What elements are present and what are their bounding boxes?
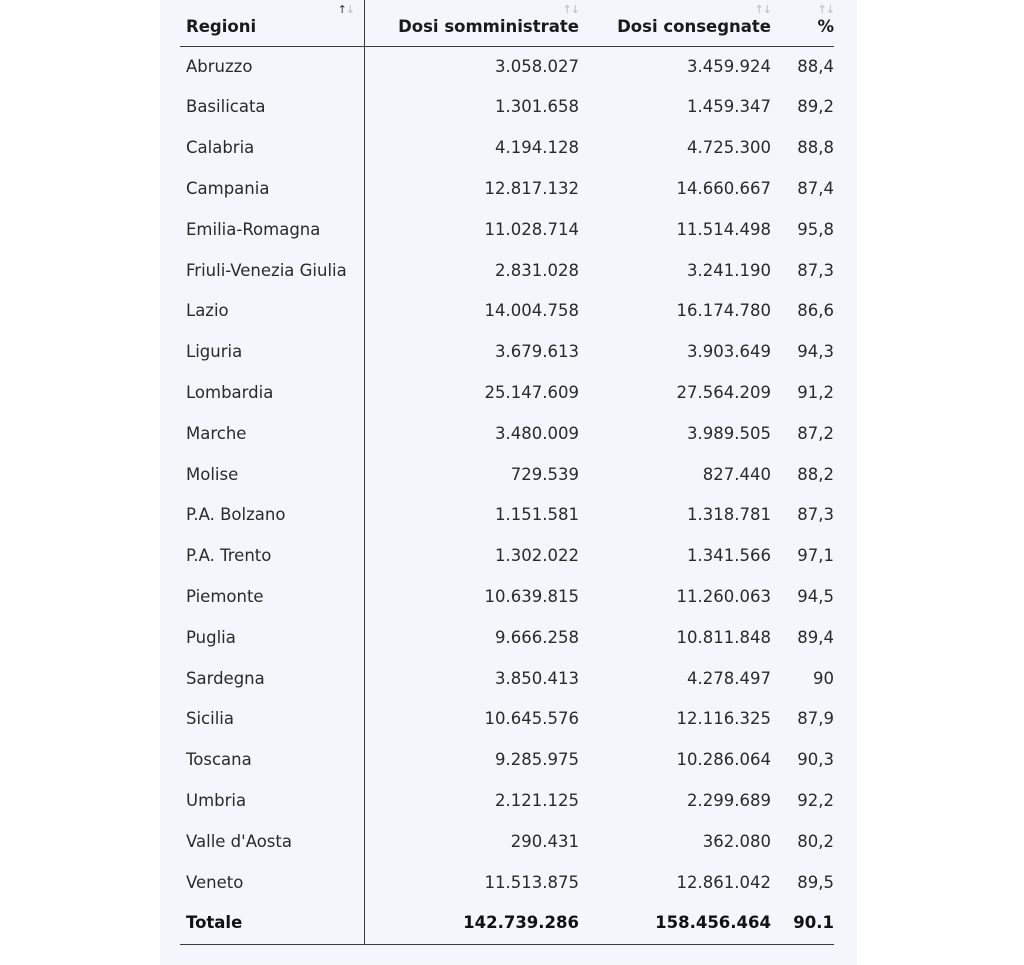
administered-cell: 3.058.027 <box>495 56 579 76</box>
table-row <box>180 291 834 332</box>
region-cell: Lazio <box>180 291 365 332</box>
administered-cell: 10.645.576 <box>484 709 579 729</box>
sort-up-icon: ↑ <box>562 3 571 16</box>
table-row <box>180 862 834 903</box>
column-header-label: Dosi consegnate <box>617 17 771 36</box>
table-row <box>180 699 834 740</box>
total-administered-cell: 142.739.286 <box>365 903 580 944</box>
percent-cell: 94,3 <box>797 342 834 362</box>
percent-cell: 92,2 <box>797 790 834 810</box>
administered-cell: 1.302.022 <box>495 546 579 566</box>
region-cell: Basilicata <box>180 87 365 128</box>
table-row <box>180 740 834 781</box>
table-row <box>180 495 834 536</box>
region-cell: Emilia-Romagna <box>180 210 365 251</box>
region-cell: Abruzzo <box>180 46 365 87</box>
delivered-cell: 10.286.064 <box>676 750 771 770</box>
administered-cell: 10.639.815 <box>484 587 579 606</box>
sort-down-icon: ↓ <box>762 3 771 16</box>
administered-cell: 9.285.975 <box>495 750 579 770</box>
percent-cell: 80,2 <box>797 831 834 851</box>
table-row <box>180 169 834 210</box>
delivered-cell: 11.260.063 <box>676 587 771 606</box>
percent-cell: 90,3 <box>797 750 834 770</box>
percent-cell: 89,2 <box>797 97 834 117</box>
administered-cell: 2.121.125 <box>495 790 579 810</box>
sort-up-icon: ↑ <box>337 3 346 16</box>
region-cell: Molise <box>180 454 365 495</box>
sort-up-icon: ↑ <box>754 3 763 16</box>
table-row <box>180 658 834 699</box>
administered-cell: 2.831.028 <box>495 260 579 280</box>
delivered-cell: 27.564.209 <box>676 383 771 403</box>
sort-up-icon: ↑ <box>817 3 826 16</box>
percent-cell: 87,9 <box>797 709 834 729</box>
percent-cell: 89,5 <box>797 872 834 892</box>
total-label-cell: Totale <box>180 903 365 944</box>
administered-cell: 3.850.413 <box>495 668 579 688</box>
table-row <box>180 128 834 169</box>
table-row <box>180 210 834 251</box>
region-cell: P.A. Bolzano <box>180 495 365 536</box>
percent-cell: 87,3 <box>797 505 834 525</box>
administered-cell: 290.431 <box>510 831 579 851</box>
percent-cell: 91,2 <box>797 383 834 403</box>
delivered-cell: 1.341.566 <box>687 546 771 566</box>
delivered-cell: 827.440 <box>702 464 771 484</box>
table-header-row <box>180 0 834 46</box>
administered-cell: 3.679.613 <box>495 342 579 362</box>
administered-cell: 729.539 <box>510 464 579 484</box>
region-cell: Friuli-Venezia Giulia <box>180 250 365 291</box>
region-cell: Sicilia <box>180 699 365 740</box>
region-cell: Sardegna <box>180 658 365 699</box>
table-row <box>180 332 834 373</box>
sort-down-icon: ↓ <box>825 3 834 16</box>
delivered-cell: 4.278.497 <box>687 668 771 688</box>
region-cell: P.A. Trento <box>180 536 365 577</box>
region-cell: Campania <box>180 169 365 210</box>
percent-cell: 89,4 <box>797 627 834 647</box>
sort-down-icon: ↓ <box>570 3 579 16</box>
sort-down-icon: ↓ <box>345 3 354 16</box>
column-header-label: Regioni <box>186 17 257 36</box>
region-cell: Piemonte <box>180 577 365 618</box>
total-percent-cell: 90.1 <box>771 903 834 944</box>
delivered-cell: 16.174.780 <box>676 301 771 321</box>
sort-arrows-icon[interactable] <box>338 4 354 15</box>
administered-cell: 1.151.581 <box>495 505 579 525</box>
region-cell: Toscana <box>180 740 365 781</box>
table-row <box>180 373 834 414</box>
delivered-cell: 3.241.190 <box>687 260 771 280</box>
column-header-dosi-somministrate[interactable] <box>365 0 580 46</box>
vaccine-doses-table <box>180 0 834 945</box>
delivered-cell: 10.811.848 <box>676 627 771 647</box>
percent-cell: 90 <box>813 668 834 688</box>
sort-arrows-icon[interactable] <box>563 4 579 15</box>
region-cell: Veneto <box>180 862 365 903</box>
percent-cell: 87,4 <box>797 179 834 199</box>
administered-cell: 9.666.258 <box>495 627 579 647</box>
column-header-label: Dosi somministrate <box>398 17 579 36</box>
administered-cell: 1.301.658 <box>495 97 579 117</box>
region-cell: Lombardia <box>180 373 365 414</box>
total-row <box>180 903 834 944</box>
region-cell: Liguria <box>180 332 365 373</box>
percent-cell: 95,8 <box>797 219 834 239</box>
table-row <box>180 414 834 455</box>
column-header-percent[interactable] <box>771 0 834 46</box>
delivered-cell: 3.903.649 <box>687 342 771 362</box>
administered-cell: 14.004.758 <box>484 301 579 321</box>
percent-cell: 94,5 <box>797 587 834 606</box>
delivered-cell: 14.660.667 <box>676 179 771 199</box>
percent-cell: 88,8 <box>797 138 834 158</box>
administered-cell: 25.147.609 <box>484 383 579 403</box>
region-cell: Umbria <box>180 781 365 822</box>
region-cell: Puglia <box>180 618 365 659</box>
delivered-cell: 3.459.924 <box>687 56 771 76</box>
region-cell: Calabria <box>180 128 365 169</box>
column-header-label: % <box>817 17 834 36</box>
delivered-cell: 4.725.300 <box>687 138 771 158</box>
percent-cell: 86,6 <box>797 301 834 321</box>
region-cell: Valle d'Aosta <box>180 822 365 863</box>
column-header-regioni[interactable] <box>180 0 365 46</box>
table-row <box>180 454 834 495</box>
administered-cell: 11.513.875 <box>484 872 579 892</box>
delivered-cell: 1.459.347 <box>687 97 771 117</box>
sort-arrows-icon[interactable] <box>755 4 771 15</box>
table-row <box>180 577 834 618</box>
table-row <box>180 87 834 128</box>
administered-cell: 12.817.132 <box>484 179 579 199</box>
percent-cell: 88,2 <box>797 464 834 484</box>
delivered-cell: 12.116.325 <box>676 709 771 729</box>
delivered-cell: 11.514.498 <box>676 219 771 239</box>
delivered-cell: 1.318.781 <box>687 505 771 525</box>
delivered-cell: 3.989.505 <box>687 423 771 443</box>
total-delivered-cell: 158.456.464 <box>579 903 771 944</box>
percent-cell: 87,3 <box>797 260 834 280</box>
delivered-cell: 12.861.042 <box>676 872 771 892</box>
administered-cell: 4.194.128 <box>495 138 579 158</box>
administered-cell: 11.028.714 <box>484 219 579 239</box>
table-row <box>180 536 834 577</box>
table-row <box>180 781 834 822</box>
delivered-cell: 362.080 <box>702 831 771 851</box>
column-header-dosi-consegnate[interactable] <box>579 0 771 46</box>
sort-arrows-icon[interactable] <box>818 4 834 15</box>
percent-cell: 87,2 <box>797 423 834 443</box>
region-cell: Marche <box>180 414 365 455</box>
table-row <box>180 250 834 291</box>
table-row <box>180 618 834 659</box>
table-row <box>180 822 834 863</box>
table-row <box>180 46 834 87</box>
percent-cell: 88,4 <box>797 56 834 76</box>
percent-cell: 97,1 <box>797 546 834 566</box>
administered-cell: 3.480.009 <box>495 423 579 443</box>
delivered-cell: 2.299.689 <box>687 790 771 810</box>
